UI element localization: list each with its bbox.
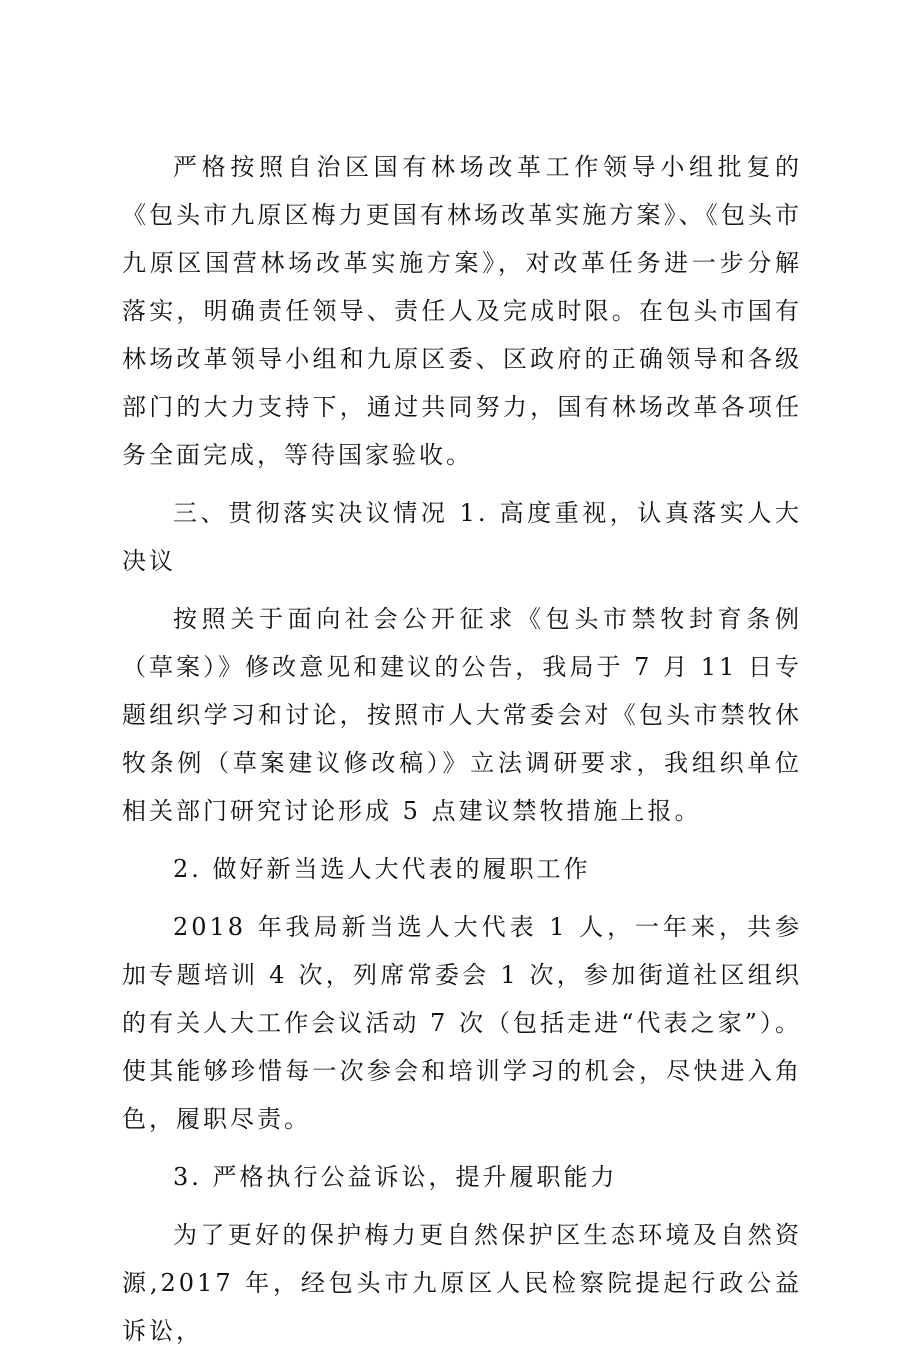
- paragraph-forest-reform: 严格按照自治区国有林场改革工作领导小组批复的《包头市九原区梅力更国有林场改革实施方案》、《包头市九原区国营林场改革实施方案》，对改革任务进一步分解落实，明确责任领导、责任人及完成时限。在包头市国有林场改革领导小组和九原区委、区政府的正确领导和各级部门的大力支持下，通过共同努力，国有林场改革各项任务全面完成，等待国家验收。: [122, 153, 802, 469]
- subheading-new-deputy-duties: 2. 做好新当选人大代表的履职工作: [173, 855, 591, 883]
- subheading-public-interest-litigation: 3. 严格执行公益诉讼，提升履职能力: [173, 1163, 618, 1191]
- paragraph-nature-reserve-litigation: 为了更好的保护梅力更自然保护区生态环境及自然资源,2017 年，经包头市九原区人民检察院提起行政公益诉讼，: [122, 1221, 802, 1345]
- section-heading-resolution-implementation: 三、贯彻落实决议情况 1. 高度重视，认真落实人大决议: [122, 499, 802, 575]
- paragraph-new-deputy-training: 2018 年我局新当选人大代表 1 人，一年来，共参加专题培训 4 次，列席常委会 1 次，参加街道社区组织的有关人大工作会议活动 7 次（包括走进“代表之家”）。使其能够珍惜每一次参会和培训学习的机会，尽快进入角色，履职尽责。: [122, 913, 802, 1133]
- paragraph-grazing-ban-regulation: 按照关于面向社会公开征求《包头市禁牧封育条例（草案）》修改意见和建议的公告，我局于 7 月 11 日专题组织学习和讨论，按照市人大常委会对《包头市禁牧休牧条例（草案建议修改稿）》立法调研要求，我组织单位相关部门研究讨论形成 5 点建议禁牧措施上报。: [122, 605, 802, 825]
- document-body: [122, 143, 802, 1355]
